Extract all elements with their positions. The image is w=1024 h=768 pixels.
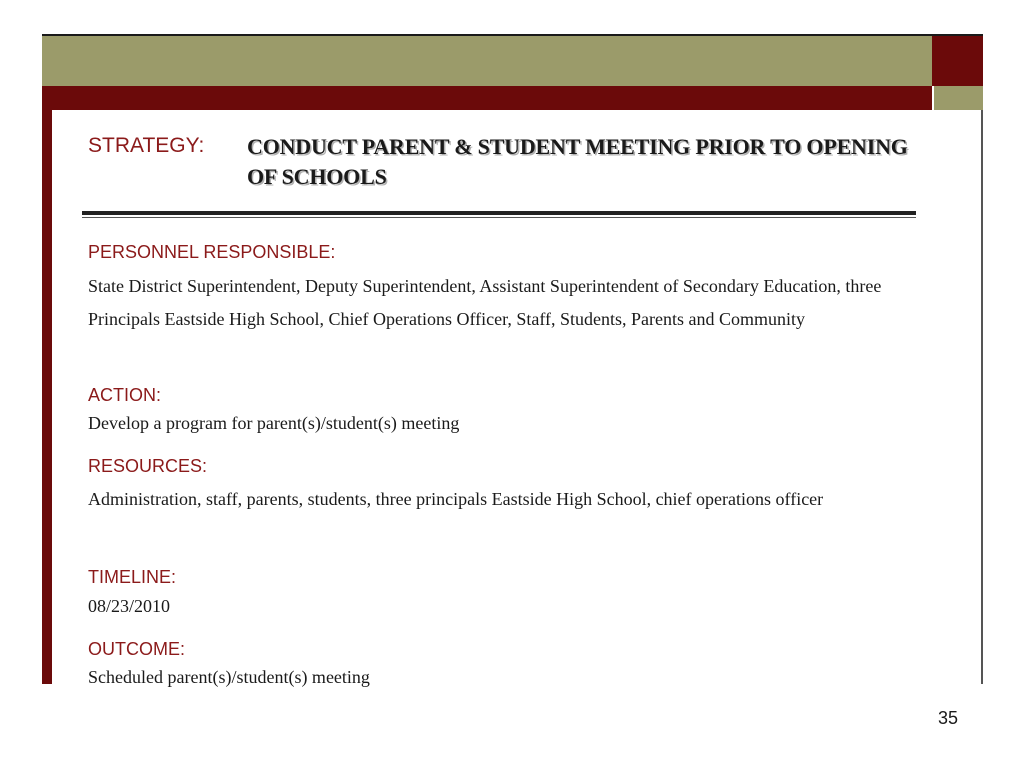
strategy-title: CONDUCT PARENT & STUDENT MEETING PRIOR TO OPENING OF SCHOOLS	[247, 134, 908, 189]
action-label: ACTION:	[88, 385, 162, 405]
outcome-label: OUTCOME:	[88, 639, 185, 659]
timeline-text: 08/23/2010	[88, 596, 171, 616]
right-border-line	[981, 110, 983, 684]
personnel-label: PERSONNEL RESPONSIBLE:	[88, 242, 336, 262]
action-text: Develop a program for parent(s)/student(s) meeting	[88, 413, 460, 433]
page-number: 35	[938, 708, 959, 728]
resources-label: RESOURCES:	[88, 456, 208, 476]
header-olive-block	[932, 86, 983, 110]
header-maroon-block	[932, 34, 983, 86]
left-maroon-stripe	[42, 110, 52, 684]
strategy-label: STRATEGY:	[88, 134, 205, 157]
resources-text: Administration, staff, parents, students, three principals Eastside High School, chief operations officer	[88, 489, 824, 509]
header-olive-bar	[42, 34, 932, 86]
header-maroon-bar	[42, 86, 932, 110]
outcome-text: Scheduled parent(s)/student(s) meeting	[88, 667, 370, 687]
timeline-label: TIMELINE:	[88, 567, 177, 587]
personnel-text: State District Superintendent, Deputy Superintendent, Assistant Superintendent of Secondary Education, three Principals Eastside High School, Chief Operations Officer, Staff, Students, Parents and Community	[88, 276, 882, 329]
title-divider-thick	[82, 211, 916, 215]
title-divider-thin	[82, 217, 916, 218]
